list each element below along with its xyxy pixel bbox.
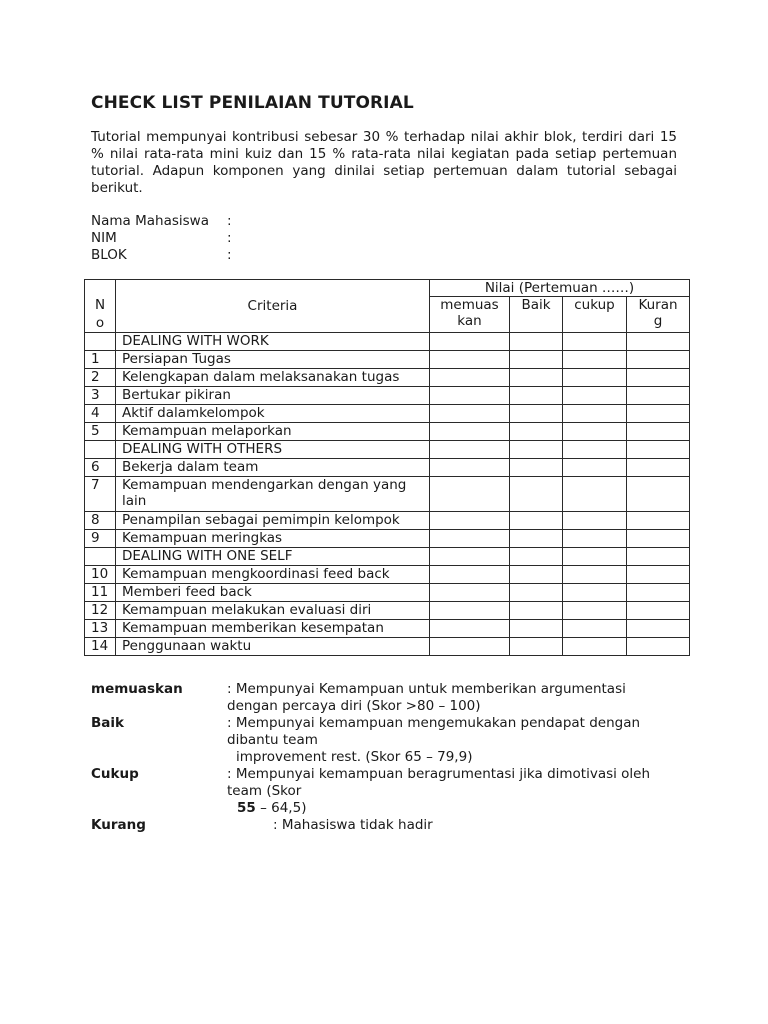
score-cell-kurang[interactable]	[627, 512, 690, 530]
row-number: 3	[85, 387, 116, 405]
legend	[91, 681, 713, 834]
legend-line: : Mempunyai Kemampuan untuk memberikan argumentasi	[227, 681, 626, 697]
criteria-label: Penggunaan waktu	[116, 638, 430, 656]
field-nama-mahasiswa	[91, 213, 237, 230]
legend-line: : Mempunyai kemampuan mengemukakan pendapat dengan	[227, 715, 641, 731]
score-cell-memuaskan[interactable]	[430, 351, 510, 369]
criteria-row	[85, 602, 690, 620]
legend-term: Kurang	[91, 817, 146, 833]
field-label: BLOK	[91, 247, 127, 263]
score-cell-memuaskan[interactable]	[430, 387, 510, 405]
criteria-label: Kemampuan meringkas	[116, 530, 430, 548]
row-number: 4	[85, 405, 116, 423]
legend-line: dengan percaya diri (Skor >80 – 100)	[227, 698, 481, 714]
score-cell-kurang[interactable]	[627, 459, 690, 477]
score-cell-memuaskan[interactable]	[430, 459, 510, 477]
score-cell-kurang[interactable]	[627, 566, 690, 584]
score-cell-kurang[interactable]	[627, 638, 690, 656]
score-cell-baik[interactable]	[510, 333, 563, 351]
score-cell-baik[interactable]	[510, 584, 563, 602]
criteria-label: Kemampuan melaporkan	[116, 423, 430, 441]
row-number: 7	[85, 477, 116, 512]
row-number: 11	[85, 584, 116, 602]
section-label: DEALING WITH ONE SELF	[116, 548, 430, 566]
score-cell-cukup[interactable]	[563, 584, 627, 602]
score-cell-kurang[interactable]	[627, 369, 690, 387]
field-colon: :	[227, 230, 232, 246]
score-cell-memuaskan[interactable]	[430, 369, 510, 387]
score-cell-baik[interactable]	[510, 441, 563, 459]
score-cell-memuaskan[interactable]	[430, 423, 510, 441]
score-cell-baik[interactable]	[510, 459, 563, 477]
criteria-label: Kemampuan mengkoordinasi feed back	[116, 566, 430, 584]
criteria-label: Bekerja dalam team	[116, 459, 430, 477]
score-cell-kurang[interactable]	[627, 584, 690, 602]
score-cell-kurang[interactable]	[627, 620, 690, 638]
student-fields	[91, 213, 237, 264]
header-no	[85, 280, 116, 333]
score-cell-baik[interactable]	[510, 620, 563, 638]
score-cell-memuaskan[interactable]	[430, 548, 510, 566]
criteria-label: Penampilan sebagai pemimpin kelompok	[116, 512, 430, 530]
criteria-row	[85, 423, 690, 441]
criteria-row	[85, 477, 690, 512]
legend-kurang	[91, 817, 713, 834]
row-number: 1	[85, 351, 116, 369]
row-number: 9	[85, 530, 116, 548]
row-number: 14	[85, 638, 116, 656]
legend-memuaskan	[91, 681, 713, 715]
score-cell-kurang[interactable]	[627, 602, 690, 620]
legend-line: : Mempunyai kemampuan beragrumentasi jika dimotivasi oleh	[227, 766, 651, 782]
score-cell-cukup[interactable]	[563, 530, 627, 548]
score-cell-baik[interactable]	[510, 369, 563, 387]
criteria-row	[85, 512, 690, 530]
criteria-row	[85, 351, 690, 369]
section-label: DEALING WITH WORK	[116, 333, 430, 351]
score-cell-baik[interactable]	[510, 512, 563, 530]
score-cell-baik[interactable]	[510, 405, 563, 423]
score-cell-memuaskan[interactable]	[430, 584, 510, 602]
row-number: 8	[85, 512, 116, 530]
criteria-row	[85, 584, 690, 602]
score-cell-cukup[interactable]	[563, 566, 627, 584]
score-cell-cukup[interactable]	[563, 512, 627, 530]
assessment-table	[84, 279, 690, 656]
section-row	[85, 441, 690, 459]
score-cell-baik[interactable]	[510, 566, 563, 584]
legend-skor-rest: – 64,5)	[255, 800, 307, 816]
row-number: 5	[85, 423, 116, 441]
legend-baik	[91, 715, 713, 766]
criteria-row	[85, 459, 690, 477]
section-row	[85, 548, 690, 566]
score-cell-memuaskan[interactable]	[430, 566, 510, 584]
score-cell-memuaskan[interactable]	[430, 512, 510, 530]
criteria-label: Aktif dalamkelompok	[116, 405, 430, 423]
score-cell-memuaskan[interactable]	[430, 441, 510, 459]
score-cell-cukup[interactable]	[563, 620, 627, 638]
header-criteria: Criteria	[116, 280, 430, 333]
header-memuaskan-text: memuas kan	[440, 297, 499, 329]
score-cell-cukup[interactable]	[563, 602, 627, 620]
criteria-label: Persiapan Tugas	[116, 351, 430, 369]
row-number	[85, 333, 116, 351]
score-cell-cukup[interactable]	[563, 405, 627, 423]
criteria-row	[85, 530, 690, 548]
score-cell-cukup[interactable]	[563, 387, 627, 405]
score-cell-kurang[interactable]	[627, 477, 690, 512]
field-label: NIM	[91, 230, 117, 246]
criteria-row	[85, 566, 690, 584]
row-number	[85, 441, 116, 459]
score-cell-cukup[interactable]	[563, 548, 627, 566]
section-label: DEALING WITH OTHERS	[116, 441, 430, 459]
criteria-row	[85, 387, 690, 405]
header-kurang-text: Kuran g	[638, 297, 678, 329]
criteria-row	[85, 405, 690, 423]
criteria-row	[85, 369, 690, 387]
legend-line	[227, 800, 667, 817]
legend-term: Cukup	[91, 766, 139, 782]
legend-desc	[227, 681, 667, 715]
score-cell-kurang[interactable]	[627, 387, 690, 405]
score-cell-memuaskan[interactable]	[430, 602, 510, 620]
criteria-label: Kemampuan memberikan kesempatan	[116, 620, 430, 638]
field-blok	[91, 247, 237, 264]
field-colon: :	[227, 247, 232, 263]
header-memuaskan	[430, 297, 510, 333]
score-cell-kurang[interactable]	[627, 333, 690, 351]
score-cell-cukup[interactable]	[563, 441, 627, 459]
score-cell-baik[interactable]	[510, 638, 563, 656]
page-title: CHECK LIST PENILAIAN TUTORIAL	[91, 93, 414, 113]
score-cell-baik[interactable]	[510, 477, 563, 512]
legend-line: team (Skor	[227, 783, 302, 799]
legend-skor-bold: 55	[237, 800, 256, 816]
score-cell-cukup[interactable]	[563, 369, 627, 387]
score-cell-kurang[interactable]	[627, 548, 690, 566]
row-number: 10	[85, 566, 116, 584]
score-cell-kurang[interactable]	[627, 423, 690, 441]
score-cell-memuaskan[interactable]	[430, 620, 510, 638]
header-kurang	[627, 297, 690, 333]
header-no-text: N o	[94, 297, 106, 331]
criteria-label: Kemampuan mendengarkan dengan yang lain	[116, 477, 430, 512]
header-baik: Baik	[510, 297, 563, 333]
row-number: 12	[85, 602, 116, 620]
score-cell-memuaskan[interactable]	[430, 333, 510, 351]
field-nim	[91, 230, 237, 247]
legend-cukup	[91, 766, 713, 817]
score-cell-baik[interactable]	[510, 530, 563, 548]
score-cell-cukup[interactable]	[563, 351, 627, 369]
score-cell-baik[interactable]	[510, 351, 563, 369]
legend-desc: : Mahasiswa tidak hadir	[273, 817, 433, 833]
legend-desc	[227, 715, 667, 766]
score-cell-baik[interactable]	[510, 423, 563, 441]
score-cell-memuaskan[interactable]	[430, 530, 510, 548]
legend-line: dibantu team	[227, 732, 318, 748]
field-colon: :	[227, 213, 232, 229]
legend-desc	[227, 766, 667, 817]
criteria-label: Memberi feed back	[116, 584, 430, 602]
score-cell-memuaskan[interactable]	[430, 638, 510, 656]
row-number	[85, 548, 116, 566]
row-number: 6	[85, 459, 116, 477]
legend-term: memuaskan	[91, 681, 183, 697]
score-cell-kurang[interactable]	[627, 441, 690, 459]
criteria-label: Kemampuan melakukan evaluasi diri	[116, 602, 430, 620]
row-number: 2	[85, 369, 116, 387]
intro-paragraph: Tutorial mempunyai kontribusi sebesar 30 % terhadap nilai akhir blok, terdiri dari 15 % nilai rata-rata mini kuiz dan 15 % rata-rata nilai kegiatan pada setiap pertemuan tutorial. Adapun komponen yang dinilai setiap pertemuan dalam tutorial sebagai berikut.	[91, 129, 677, 196]
score-cell-cukup[interactable]	[563, 638, 627, 656]
score-cell-memuaskan[interactable]	[430, 477, 510, 512]
row-number: 13	[85, 620, 116, 638]
section-row	[85, 333, 690, 351]
header-nilai: Nilai (Pertemuan ……)	[430, 280, 690, 297]
legend-term: Baik	[91, 715, 125, 731]
table-header-row	[85, 280, 690, 297]
header-cukup: cukup	[563, 297, 627, 333]
score-cell-kurang[interactable]	[627, 405, 690, 423]
score-cell-cukup[interactable]	[563, 459, 627, 477]
criteria-row	[85, 620, 690, 638]
score-cell-baik[interactable]	[510, 387, 563, 405]
criteria-label: Kelengkapan dalam melaksanakan tugas	[116, 369, 430, 387]
score-cell-baik[interactable]	[510, 548, 563, 566]
score-cell-memuaskan[interactable]	[430, 405, 510, 423]
criteria-label: Bertukar pikiran	[116, 387, 430, 405]
legend-line: improvement rest. (Skor 65 – 79,9)	[236, 749, 473, 765]
score-cell-kurang[interactable]	[627, 351, 690, 369]
score-cell-kurang[interactable]	[627, 530, 690, 548]
score-cell-cukup[interactable]	[563, 477, 627, 512]
score-cell-cukup[interactable]	[563, 333, 627, 351]
criteria-row	[85, 638, 690, 656]
score-cell-cukup[interactable]	[563, 423, 627, 441]
field-label: Nama Mahasiswa	[91, 213, 209, 229]
score-cell-baik[interactable]	[510, 602, 563, 620]
